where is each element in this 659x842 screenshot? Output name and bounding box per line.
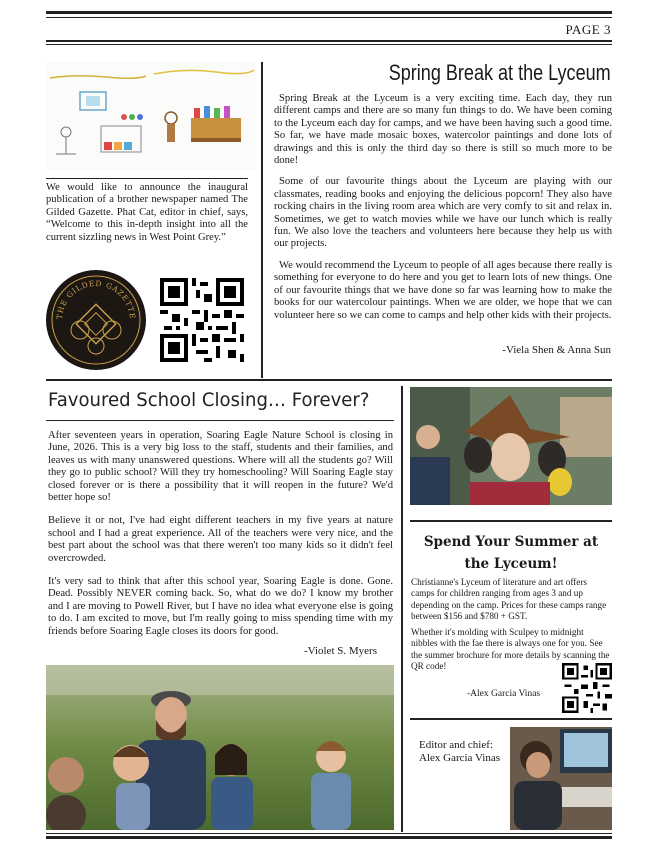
spring-break-paragraph: Some of our favourite things about the Lyceum are playing with our classmates, reading books and enjoying the delicious popcorn! They also have rocking chairs in the living room area which are very comfy to sit and relax in. Sometimes, we get to watch movies while we have our lunch which is really fun. We also love the teachers and volunteers here because they help us with our projects.	[274, 176, 612, 250]
ad-rule-bottom	[410, 718, 612, 720]
footer-rule-thin	[46, 833, 612, 834]
spring-break-title: Spring Break at the Lyceum	[389, 60, 611, 85]
school-closing-paragraph: Believe it or not, I've had eight different teachers in my five years at nature school and I had a great experience. All of the teachers were very nice, and the best part about the school was that there weren't too many kids so it didn't feel overcrowded.	[48, 515, 393, 564]
summer-brochure-qr-code[interactable]	[562, 663, 612, 713]
school-closing-title-rule	[46, 420, 394, 421]
header-rule-under-page-thin	[46, 44, 612, 45]
school-closing-body	[48, 430, 393, 647]
footer-rule-thick	[46, 836, 612, 839]
spring-break-body	[274, 93, 612, 331]
kids-drawings-image	[46, 62, 256, 170]
nature-school-photo	[46, 665, 394, 830]
spring-break-paragraph: We would recommend the Lyceum to people of all ages because there really is something for everyone to do here and you get to learn lots of new things. One of our favourite things that we have done so far was learning how to make the books for our watercolour paintings. When we are older, we hope that we can volunteer here so we can come to camps and help other kids with their projects.	[274, 259, 612, 321]
top-column-divider	[261, 62, 263, 378]
editor-name: Alex Garcia Vinas	[419, 752, 500, 764]
gilded-gazette-logo	[46, 270, 146, 370]
summer-ad-title-line2: the Lyceum!	[464, 556, 558, 572]
lyceum-costume-photo	[410, 387, 612, 505]
school-closing-paragraph: It's very sad to think that after this school year, Soaring Eagle is done. Gone. Dead. Possibly NEVER coming back. So, what do we do? I know my brother and I are moving to Powell River, but I have no idea what everyone else is going to do. I am excited to move, but I'm really going to miss spending time with my friends before Soaring Eagle closes its doors for good.	[48, 576, 393, 637]
gazette-announcement: We would like to announce the inaugural publication of a brother newspaper named The Gilded Gazette. Phat Cat, editor in chief, says, “Welcome to this in-depth insight into all the current sizzling news in West Point Grey.”	[46, 182, 248, 243]
editor-label: Editor and chief:	[419, 739, 493, 751]
school-closing-paragraph: After seventeen years in operation, Soaring Eagle Nature School is closing in June, 2026. This is a very big loss to the staff, students and their families, and leaves us with many unanswered questions. Where will all the students go? Will they go to public school? Will they try homeschooling? Will Soaring Eagle stay closed forever or is there a possibility that it will reopen in the future? We'd better hope so!	[48, 430, 393, 504]
summer-ad-byline: -Alex Garcia Vinas	[467, 689, 541, 699]
school-closing-title: Favoured School Closing… Forever?	[48, 389, 370, 411]
gazette-divider-top	[46, 178, 248, 179]
spring-break-byline: -Viela Shen & Anna Sun	[502, 344, 611, 356]
school-closing-byline: -Violet S. Myers	[304, 645, 377, 657]
bottom-column-divider	[401, 386, 403, 832]
gazette-qr-code[interactable]	[160, 278, 244, 362]
mid-rule-thick	[46, 379, 612, 381]
editor-photo	[510, 727, 612, 830]
summer-ad-paragraph2: Whether it's molding with Sculpey to midnight nibbles with the fae there is always one for you. See the summer brochure for more details by scanning the QR code!	[411, 627, 610, 672]
summer-ad-paragraph1: Christianne's Lyceum of literature and art offers camps for children ranging from ages 3 and up depending on the camp. Prices for these camps range between $156 and $780 + GST.	[411, 577, 607, 622]
summer-ad-title-line1: Spend Your Summer at	[423, 534, 599, 550]
header-rule-top	[46, 11, 612, 14]
spring-break-paragraph: Spring Break at the Lyceum is a very exciting time. Each day, they run different camps and there are so many fun things to do. We have been coming to the Lyceum each day for camps, and we have been having such a good time. So far, we have made mosaic boxes, watercolor paintings and done lots of drawings and this is only the third day so there is still so much more to be done!	[274, 93, 612, 167]
ad-rule-top	[410, 520, 612, 522]
svg-text:THE GILDED GAZETTE: THE GILDED GAZETTE	[54, 278, 138, 320]
page-number: PAGE 3	[565, 22, 611, 37]
header-rule-under-page	[46, 40, 612, 42]
header-rule-bottom	[46, 17, 612, 18]
summer-ad-title	[410, 531, 612, 575]
